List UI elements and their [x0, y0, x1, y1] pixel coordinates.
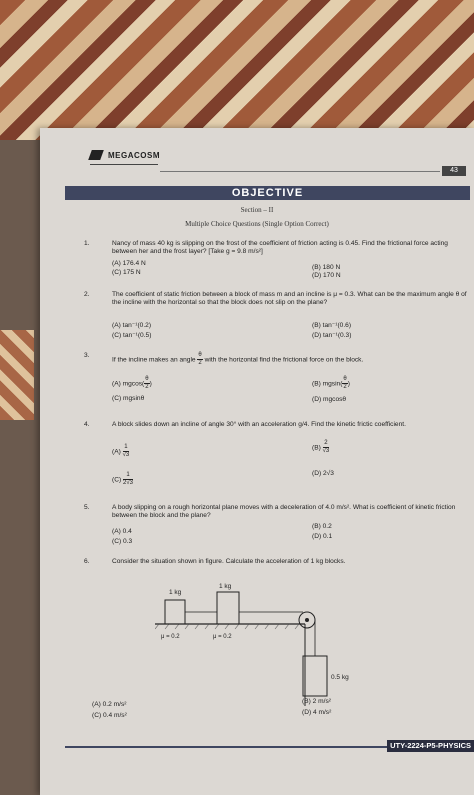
option-b[interactable] [312, 440, 329, 455]
section-heading: Section – II [240, 206, 274, 214]
background-fabric-left [0, 330, 34, 420]
option-text: (A) mgcos [112, 380, 143, 388]
option-text: (C) [112, 476, 122, 484]
option-a[interactable] [112, 444, 129, 459]
logo-underline [90, 164, 158, 165]
question-number: 4. [84, 421, 90, 428]
question-stem: A block slides down an incline of angle 30° with an acceleration g/4. Find the kinetic frictic coefficient. [112, 421, 406, 428]
block-2 [217, 592, 239, 624]
page-number: 43 [442, 166, 466, 176]
option-b[interactable]: (B) 180 N [312, 264, 341, 271]
surface-hatch [155, 624, 299, 629]
fraction-bottom: 2 [145, 384, 149, 390]
option-b[interactable]: (B) 2 m/s² [302, 698, 331, 705]
fraction-top: θ [343, 376, 347, 382]
background-fabric [0, 0, 474, 140]
fraction-top: 2 [324, 440, 328, 446]
fraction-top: θ [198, 352, 202, 358]
pulley-figure [155, 576, 395, 706]
stem-text: If the incline makes an angle [112, 356, 196, 364]
option-d[interactable]: (D) 2√3 [312, 470, 334, 477]
stem-text: with the horizontal find the frictional force on the block. [204, 356, 364, 364]
question-stem: Consider the situation shown in figure. Calculate the acceleration of 1 kg blocks. [112, 558, 346, 565]
logo-text: MEGACOSM [108, 150, 160, 160]
fraction [123, 444, 130, 459]
hanging-block-label: 0.5 kg [331, 674, 349, 681]
option-a[interactable]: (A) 176.4 N [112, 260, 146, 267]
block-2-label: 1 kg [219, 583, 232, 590]
mu-label-2: μ = 0.2 [213, 634, 232, 640]
fraction [144, 376, 149, 391]
question-number: 6. [84, 558, 90, 565]
question-stem: The coefficient of static friction between a block of mass m and an incline is μ = 0.3. What can be the maximum angle θ of the incline with the horizontal so that the block does not slip on the plane? [112, 291, 467, 306]
worksheet-page [40, 128, 474, 795]
option-b[interactable]: (B) mgsin( $\frac{\theta}{2}$ ) [312, 376, 350, 390]
objective-banner: OBJECTIVE [65, 186, 470, 200]
fraction-bottom: √3 [122, 452, 130, 458]
block-1-label: 1 kg [169, 589, 182, 596]
pulley-axle [305, 618, 309, 622]
option-a[interactable]: (A) tan⁻¹(0.2) [112, 322, 152, 329]
question-stem: Nancy of mass 40 kg is slipping on the frost of the coefficient of friction acting is 0.45. Find the frictional force acting between her and the frost layer? [Take g = 9.8 m/s²] [112, 240, 448, 255]
option-d[interactable]: (D) 0.1 [312, 533, 333, 540]
fraction-bottom: 2√3 [123, 480, 133, 486]
question-number: 1. [84, 240, 90, 247]
option-a[interactable]: (A) 0.2 m/s² [92, 701, 127, 708]
option-a[interactable]: (A) mgcos( $\frac{\theta}{2}$ ) [112, 376, 152, 390]
option-d[interactable]: (D) 4 m/s² [302, 709, 332, 716]
option-d[interactable]: (D) tan⁻¹(0.3) [312, 332, 352, 339]
fraction-bottom: 2 [343, 384, 347, 390]
section-subtitle: Multiple Choice Questions (Single Option Correct) [185, 220, 329, 228]
option-d[interactable]: (D) mgcosθ [312, 396, 347, 403]
mu-label-1: μ = 0.2 [161, 634, 180, 640]
fraction-bottom: 2 [198, 360, 202, 366]
option-c[interactable]: (C) 175 N [112, 269, 141, 276]
block-1 [165, 600, 185, 624]
fraction [342, 376, 347, 391]
header-rule [160, 171, 440, 172]
fraction-bottom: √3 [322, 448, 330, 454]
question-number: 3. [84, 352, 90, 359]
fraction [123, 472, 133, 487]
question-number: 2. [84, 291, 90, 298]
logo-icon [88, 150, 104, 160]
option-text: (A) [112, 448, 121, 456]
publisher-logo [90, 148, 160, 162]
fraction-top: 1 [124, 444, 128, 450]
fraction [323, 440, 330, 455]
option-b[interactable]: (B) 0.2 [312, 523, 332, 530]
question-number: 5. [84, 504, 90, 511]
option-c[interactable] [112, 472, 133, 487]
fraction-top: θ [145, 376, 149, 382]
option-c[interactable]: (C) 0.4 m/s² [92, 712, 127, 719]
option-c[interactable]: (C) mgsinθ [112, 395, 145, 402]
option-b[interactable]: (B) tan⁻¹(0.6) [312, 322, 352, 329]
fraction [197, 352, 202, 367]
option-c[interactable]: (C) tan⁻¹(0.5) [112, 332, 152, 339]
hanging-block [303, 656, 327, 696]
fraction-top: 1 [123, 472, 133, 480]
option-d[interactable]: (D) 170 N [312, 272, 341, 279]
question-stem [112, 352, 472, 367]
pulley-diagram [155, 576, 395, 711]
option-c[interactable]: (C) 0.3 [112, 538, 133, 545]
footer-code: UTY-2224-P5-PHYSICS [387, 740, 474, 752]
option-text: (B) mgsin [312, 380, 341, 388]
question-stem: A body slipping on a rough horizontal plane moves with a deceleration of 4.0 m/s². What is coefficient of kinetic friction between the block and the plane? [112, 504, 456, 519]
option-text: (B) [312, 444, 321, 452]
option-a[interactable]: (A) 0.4 [112, 528, 132, 535]
